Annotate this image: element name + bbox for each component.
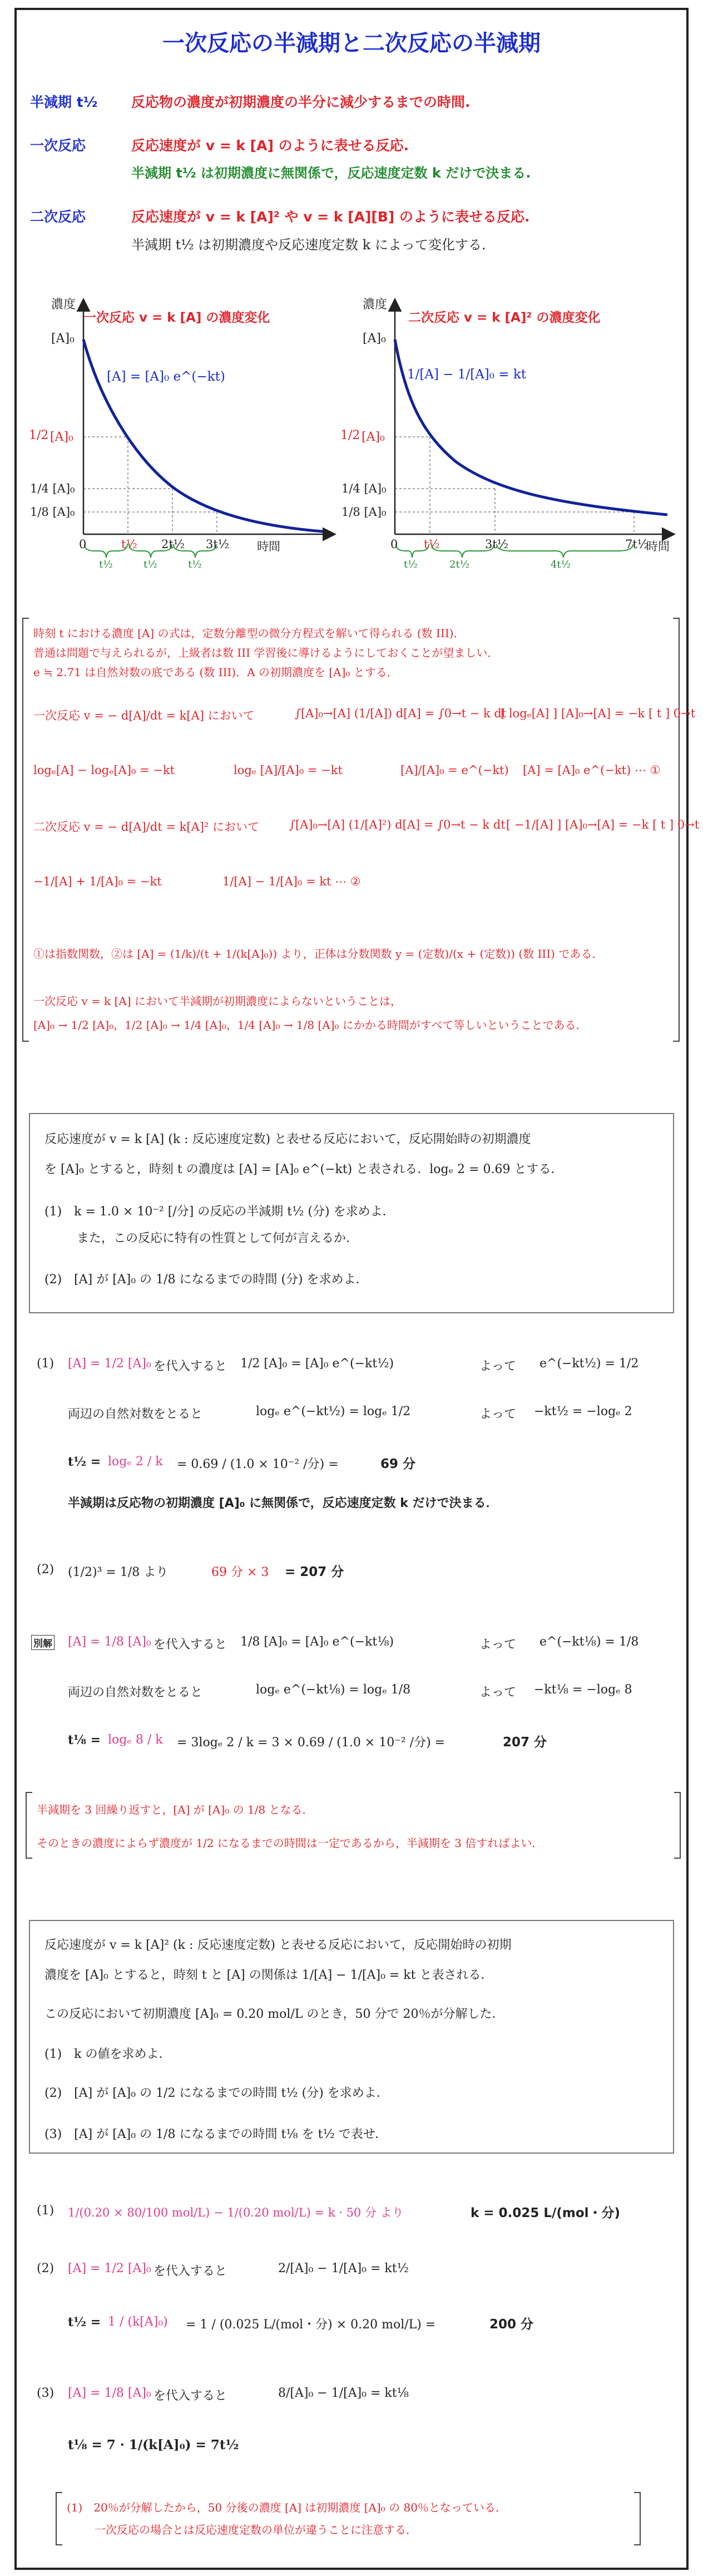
right-formula: 1/[A] − 1/[A]₀ = kt: [407, 367, 527, 382]
sol1-alt-tag-wrap: [31, 1635, 55, 1650]
derivation-note-1: ①は指数関数，②は [A] = (1/k)/(t + 1/(k[A]₀)) より，正体は分数関数 y = (定数)/(x + (定数)) (数 III) である．: [33, 947, 603, 961]
sol1-eq2: logₑ e^(−kt½) = logₑ 1/2: [256, 1405, 411, 1418]
left-x-t-half: t½: [121, 538, 137, 551]
sol1-alt-tag: 別解: [31, 1635, 55, 1650]
sol2-res2-mid: = 1 / (0.025 L/(mol・分) × 0.20 mol/L) =: [186, 2318, 436, 2332]
sol1-note-bracket-right: [674, 1792, 681, 1859]
problem-1-text-1: 反応速度が v = k [A] (k : 反応速度定数) と表せる反応において，反応開始時の初期濃度: [44, 1132, 531, 1146]
right-brace-3: 4t½: [551, 559, 571, 570]
second-deriv-d2: 1/[A] − 1/[A]₀ = kt ⋯ ②: [222, 875, 361, 888]
sol1-alt-res-val: 207 分: [503, 1735, 547, 1750]
problem-2-text-2: 濃度を [A]₀ とすると，時刻 t と [A] の関係は 1/[A] − 1/[A]₀ = kt と表される．: [44, 1968, 493, 1982]
second-deriv-c: [ −1/[A] ] [A]₀→[A] = −k [ t ] 0→t: [506, 818, 700, 831]
sol1-num2: (2): [37, 1563, 55, 1577]
first-deriv-d3: [A]/[A]₀ = e^(−kt): [400, 764, 509, 777]
right-brace-2: 2t½: [449, 559, 470, 570]
problem-1-q1a: (1) k = 1.0 × 10⁻² [/分] の反応の半減期 t½ (分) を求めよ．: [44, 1205, 395, 1219]
sol2-num2: (2): [37, 2262, 55, 2275]
right-graph-title: 二次反応 v = k [A]² の濃度変化: [408, 311, 601, 325]
sol1-alt-res-mid: = 3logₑ 2 / k = 3 × 0.69 / (1.0 × 10⁻² /分) =: [177, 1736, 445, 1750]
sol1-alt-eq2b: −kt⅛ = −logₑ 8: [534, 1683, 632, 1697]
right-xlabel: 時間: [646, 540, 670, 553]
derivation-intro-3: e ≒ 2.71 は自然対数の底である (数 III)．A の初期濃度を [A]₀ とする．: [33, 666, 398, 679]
second-order-def: 反応速度が v = k [A]² や v = k [A][B] のように表せる反応.: [131, 209, 530, 225]
sol1-alt-eq1b: e^(−kt⅛) = 1/8: [539, 1635, 639, 1649]
problem-2-box: [29, 1920, 674, 2154]
problem-2-text-3: この反応において初期濃度 [A]₀ = 0.20 mol/L のとき，50 分で 20％が分解した．: [44, 2007, 504, 2021]
sol2-res2-frac: 1 / (k[A]₀): [108, 2315, 168, 2329]
right-ylabel: 濃度: [363, 298, 388, 312]
right-origin: 0: [390, 538, 398, 551]
sol1-note-bracket-left: [26, 1792, 32, 1859]
left-y-half-frac: 1/2: [29, 428, 49, 442]
left-x-2t-half: 2t½: [161, 538, 185, 551]
right-x-t-half: t½: [424, 538, 440, 551]
first-deriv-d1: logₑ[A] − logₑ[A]₀ = −kt: [33, 764, 175, 777]
sol2-note-2: 一次反応の場合とは反応速度定数の単位が違うことに注意する．: [95, 2523, 417, 2536]
problem-1-q2: (2) [A] が [A]₀ の 1/8 になるまでの時間 (分) を求めよ．: [44, 1273, 368, 1287]
sol2-note-bracket-right: [634, 2492, 641, 2545]
right-x-3t-half: 3t½: [485, 538, 509, 551]
left-y-eighth: 1/8 [A]₀: [30, 505, 75, 519]
first-order-note: 半減期 t½ は初期濃度に無関係で，反応速度定数 k だけで決まる.: [131, 165, 531, 181]
right-x-7t-half: 7t½: [625, 538, 649, 551]
second-order-term: 二次反応: [30, 209, 86, 225]
left-xlabel: 時間: [257, 540, 280, 553]
sol1-alt-so1: よって: [479, 1638, 517, 1652]
sol1-eq1b: e^(−kt½) = 1/2: [539, 1357, 639, 1371]
problem-2-q1: (1) k の値を求めよ．: [44, 2047, 171, 2061]
sol1-alt-after: を代入すると: [154, 1638, 227, 1652]
first-deriv-b: ∫[A]₀→[A] (1/[A]) d[A] = ∫0→t − k dt: [295, 707, 507, 720]
left-y-quarter: 1/4 [A]₀: [30, 482, 75, 495]
sol1-res-val: 69 分: [380, 1457, 416, 1471]
sol1-alt-so2: よって: [479, 1686, 517, 1700]
sol2-num1: (1): [37, 2204, 55, 2218]
left-formula: [A] = [A]₀ e^(−kt): [107, 370, 225, 384]
sol1-eq3-val: = 207 分: [285, 1565, 344, 1579]
problem-1-text-2: を [A]₀ とすると，時刻 t の濃度は [A] = [A]₀ e^(−kt) と表される．logₑ 2 = 0.69 とする．: [44, 1163, 563, 1176]
sol2-res2-val: 200 分: [489, 2317, 534, 2332]
sol1-log-line: 両辺の自然対数をとると: [68, 1407, 203, 1421]
left-graph-title: 一次反応 v = k [A] の濃度変化: [83, 311, 270, 325]
first-deriv-d2: logₑ [A]/[A]₀ = −kt: [234, 764, 343, 777]
problem-2-q2: (2) [A] が [A]₀ の 1/2 になるまでの時間 t½ (分) を求めよ．: [44, 2086, 389, 2100]
sol1-alt-log: 両辺の自然対数をとると: [68, 1686, 203, 1700]
problem-1-q1b: また，この反応に特有の性質として何が言えるか．: [77, 1232, 359, 1245]
sol2-res2-lhs: t½ =: [68, 2315, 101, 2329]
sol2-res1: k = 0.025 L/(mol・分): [471, 2206, 621, 2220]
sol1-alt-sub: [A] = 1/8 [A]₀: [68, 1635, 151, 1649]
left-y0: [A]₀: [51, 332, 75, 346]
sol1-sub1: [A] = 1/2 [A]₀: [68, 1357, 151, 1371]
derivation-intro-2: 普通は問題で与えられるが，上級者は数 III 学習後に導けるようにしておくことが望ましい．: [33, 646, 499, 659]
second-order-graph: [395, 301, 673, 558]
left-brace-3: t½: [188, 559, 202, 570]
sol1-res-frac: logₑ 2 / k: [108, 1455, 163, 1469]
sol2-eq3: 8/[A]₀ − 1/[A]₀ = kt⅛: [278, 2386, 409, 2400]
second-deriv-b: ∫[A]₀→[A] (1/[A]²) d[A] = ∫0→t − k dt: [289, 818, 506, 831]
sol2-sub3-after: を代入すると: [154, 2389, 227, 2403]
right-brace-1: t½: [404, 559, 418, 570]
second-deriv-d1: −1/[A] + 1/[A]₀ = −kt: [33, 875, 162, 888]
sol1-so1: よって: [479, 1360, 517, 1373]
sol1-sub1-after: を代入すると: [154, 1360, 227, 1373]
left-origin: 0: [79, 538, 87, 551]
sol1-alt-eq2: logₑ e^(−kt⅛) = logₑ 1/8: [256, 1683, 411, 1697]
left-x-3t-half: 3t½: [206, 538, 230, 551]
sol1-eq2b: −kt½ = −logₑ 2: [534, 1405, 632, 1418]
derivation-note-2: 一次反応 v = k [A] において半減期が初期濃度によらないということは，: [33, 994, 402, 1008]
left-brace-2: t½: [143, 559, 157, 570]
sol2-note-bracket-left: [56, 2492, 62, 2545]
left-brace-1: t½: [99, 559, 113, 570]
sol1-eq3-red: 69 分 × 3: [211, 1565, 269, 1579]
sol1-num1: (1): [37, 1357, 55, 1371]
sol1-alt-res-lhs: t⅛ =: [68, 1733, 101, 1747]
sol2-num3: (3): [37, 2386, 55, 2400]
left-y-half: [A]₀: [50, 430, 73, 444]
sol1-note-1: 半減期を 3 回繰り返すと，[A] が [A]₀ の 1/8 となる．: [37, 1803, 314, 1816]
sol1-so2: よって: [479, 1407, 517, 1421]
first-deriv-c: [ logₑ[A] ] [A]₀→[A] = −k [ t ] 0→t: [501, 707, 696, 720]
right-y-half: [A]₀: [362, 430, 385, 444]
sol1-alt-eq1: 1/8 [A]₀ = [A]₀ e^(−kt⅛): [240, 1635, 394, 1649]
first-deriv-a: 一次反応 v = − d[A]/dt = k[A] において: [33, 709, 255, 722]
sol2-res3: t⅛ = 7 · 1/(k[A]₀) = 7t½: [68, 2437, 239, 2452]
first-order-def: 反応速度が v = k [A] のように表せる反応.: [131, 137, 409, 154]
sol1-res-mid: = 0.69 / (1.0 × 10⁻² /分) =: [177, 1457, 339, 1471]
sol1-note-2: そのときの濃度によらず濃度が 1/2 になるまでの時間は一定であるから，半減期を 3 倍すればよい．: [37, 1836, 543, 1850]
right-y-eighth: 1/8 [A]₀: [341, 505, 387, 519]
decay-graphs: [22, 289, 684, 601]
derivation-bracket-left: [22, 618, 29, 1042]
sol2-note-1: (1) 20％が分解したから，50 分後の濃度 [A] は初期濃度 [A]₀ の 80％となっている．: [67, 2501, 507, 2514]
problem-2-q3: (3) [A] が [A]₀ の 1/8 になるまでの時間 t⅛ を t½ で表せ．: [44, 2127, 388, 2141]
sol1-eq3: (1/2)³ = 1/8 より: [68, 1565, 169, 1579]
problem-2-text-1: 反応速度が v = k [A]² (k : 反応速度定数) と表せる反応において，反応開始時の初期: [44, 1938, 512, 1952]
sol2-sub2: [A] = 1/2 [A]₀: [68, 2262, 151, 2275]
sol2-sub2-after: を代入すると: [154, 2264, 227, 2278]
right-y-half-frac: 1/2: [340, 428, 360, 442]
sol1-conclusion: 半減期は反応物の初期濃度 [A]₀ に無関係で，反応速度定数 k だけで決まる．: [68, 1496, 498, 1510]
page-title: 一次反応の半減期と二次反応の半減期: [162, 31, 541, 56]
first-order-graph: [83, 301, 334, 558]
sol2-eq1: 1/(0.20 × 80/100 mol/L) − 1/(0.20 mol/L) = k · 50 分 より: [68, 2206, 404, 2219]
sol2-sub3: [A] = 1/8 [A]₀: [68, 2386, 151, 2400]
first-order-term: 一次反応: [30, 137, 86, 154]
second-order-note: 半減期 t½ は初期濃度や反応速度定数 k によって変化する.: [131, 237, 486, 253]
sol1-eq1: 1/2 [A]₀ = [A]₀ e^(−kt½): [240, 1357, 394, 1371]
derivation-intro-1: 時刻 t における濃度 [A] の式は，定数分離型の微分方程式を解いて得られる (数 III)．: [33, 627, 465, 640]
first-deriv-d4: [A] = [A]₀ e^(−kt) ⋯ ①: [523, 764, 661, 777]
left-ylabel: 濃度: [51, 298, 76, 312]
sol1-res-lhs: t½ =: [68, 1455, 101, 1469]
half-life-def: 反応物の濃度が初期濃度の半分に減少するまでの時間.: [131, 94, 471, 110]
derivation-note-3: [A]₀ → 1/2 [A]₀，1/2 [A]₀ → 1/4 [A]₀，1/4 [A]₀ → 1/8 [A]₀ にかかる時間がすべて等しいということである．: [33, 1018, 587, 1032]
right-y-quarter: 1/4 [A]₀: [341, 482, 387, 495]
sol1-alt-res-frac: logₑ 8 / k: [108, 1733, 163, 1747]
sol2-eq2: 2/[A]₀ − 1/[A]₀ = kt½: [278, 2262, 409, 2275]
half-life-term: 半減期 t½: [30, 94, 98, 110]
second-deriv-a: 二次反応 v = − d[A]/dt = k[A]² において: [33, 820, 260, 834]
right-y0: [A]₀: [363, 332, 386, 346]
